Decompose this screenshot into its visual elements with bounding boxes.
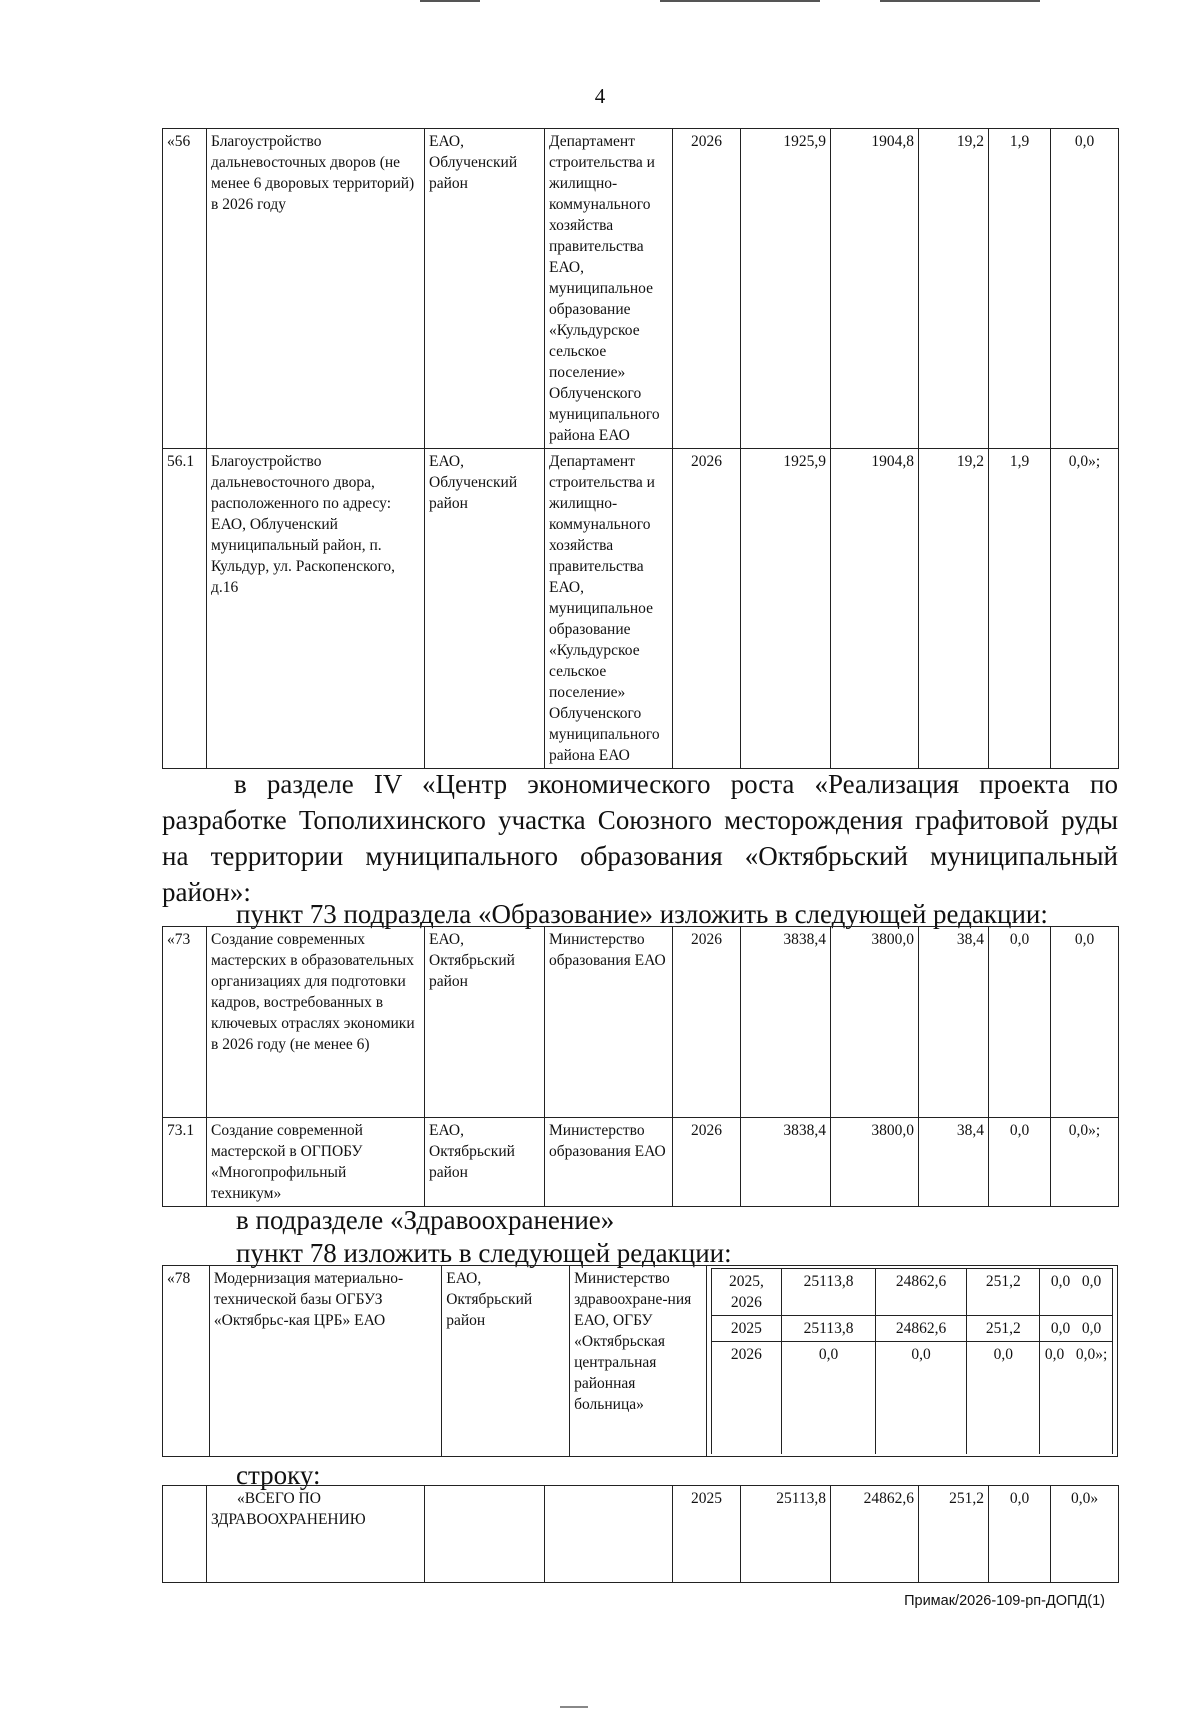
- scan-edge-mark: [560, 1706, 588, 1708]
- amount-4: 0,0»;: [1051, 449, 1119, 769]
- location: ЕАО, Октябрьский район: [442, 1266, 570, 1457]
- executor: Министерство образования ЕАО: [545, 1118, 673, 1207]
- amount-2: 19,2: [919, 129, 989, 449]
- amount-1: 3800,0: [831, 927, 919, 1118]
- row-number: 56.1: [163, 449, 207, 769]
- amount-2: 251,2: [967, 1269, 1040, 1316]
- total-amount: 25113,8: [782, 1316, 876, 1342]
- amount-2: 251,2: [919, 1486, 989, 1583]
- instruction-health-subsection: в подразделе «Здравоохранение»: [236, 1205, 615, 1235]
- measure-name: «ВСЕГО ПО ЗДРАВООХРАНЕНИЮ: [207, 1486, 425, 1583]
- year: 2026: [673, 1118, 741, 1207]
- amount-3: 0,0: [1050, 1320, 1071, 1337]
- scan-edge-mark: [420, 0, 480, 2]
- amount-1: 24862,6: [831, 1486, 919, 1583]
- executor: Министерство образования ЕАО: [545, 927, 673, 1118]
- year: 2025: [673, 1486, 741, 1583]
- table-row: [163, 927, 1119, 1118]
- measure-name: Создание современной мастерской в ОГПОБУ «Многопрофильный техникум»: [207, 1118, 425, 1207]
- row-number: [163, 1486, 207, 1583]
- amount-4: 0,0: [1081, 1320, 1102, 1337]
- executor: Департамент строительства и жилищно-коммунального хозяйства правительства ЕАО, муниципальное образование «Кульдурское сельское поселение» Облученского муниципального района ЕАО: [545, 129, 673, 449]
- total-amount: 0,0: [782, 1342, 876, 1454]
- measure-name: Благоустройство дальневосточного двора, расположенного по адресу: ЕАО, Облученский муниципальный район, п. Кульдур, ул. Раскопенского, д.16: [207, 449, 425, 769]
- scan-edge-mark: [880, 0, 1040, 2]
- scan-edge-mark: [660, 0, 820, 2]
- page-number: 4: [594, 84, 606, 108]
- amount-3: 0,0: [1044, 1346, 1065, 1363]
- year: 2026: [673, 129, 741, 449]
- table-row: [711, 1316, 1112, 1342]
- year: 2026: [711, 1342, 782, 1454]
- location: ЕАО, Октябрьский район: [425, 1118, 545, 1207]
- instruction-row: строку:: [236, 1460, 321, 1490]
- amount-3: 1,9: [989, 449, 1051, 769]
- table-row: [163, 129, 1119, 449]
- total-amount: 3838,4: [741, 1118, 831, 1207]
- row-number: 73.1: [163, 1118, 207, 1207]
- amount-4: 0,0»: [1051, 1486, 1119, 1583]
- location: [425, 1486, 545, 1583]
- table-item-78: [162, 1265, 1118, 1457]
- amount-2: 0,0: [967, 1342, 1040, 1454]
- amount-1: 24862,6: [875, 1269, 967, 1316]
- amount-3-4: [1040, 1269, 1113, 1316]
- location: ЕАО, Октябрьский район: [425, 927, 545, 1118]
- amount-1: 24862,6: [875, 1316, 967, 1342]
- amount-4: 0,0»;: [1075, 1346, 1108, 1363]
- table-total-health: [162, 1485, 1119, 1583]
- table-row: [163, 1266, 1118, 1457]
- executor: Департамент строительства и жилищно-коммунального хозяйства правительства ЕАО, муниципальное образование «Кульдурское сельское поселение» Облученского муниципального района ЕАО: [545, 449, 673, 769]
- location: ЕАО, Облученский район: [425, 129, 545, 449]
- amount-3-4: [1040, 1342, 1113, 1454]
- amount-4: 0,0: [1051, 129, 1119, 449]
- table-row: [711, 1342, 1112, 1454]
- funding-subtable-cell: [706, 1266, 1117, 1457]
- executor: Министерство здравоохране-ния ЕАО, ОГБУ «Октябрьская центральная районная больница»: [570, 1266, 706, 1457]
- location: ЕАО, Облученский район: [425, 449, 545, 769]
- table-row: [163, 1118, 1119, 1207]
- amount-4: 0,0: [1081, 1273, 1102, 1290]
- amount-1: 0,0: [875, 1342, 967, 1454]
- measure-name: Благоустройство дальневосточных дворов (не менее 6 дворовых территорий) в 2026 году: [207, 129, 425, 449]
- measure-name: Модернизация материально-технической базы ОГБУЗ «Октябрьс-кая ЦРБ» ЕАО: [209, 1266, 441, 1457]
- amount-2: 38,4: [919, 1118, 989, 1207]
- amount-3: 0,0: [989, 927, 1051, 1118]
- table-item-73: [162, 926, 1119, 1207]
- amount-3: 0,0: [1050, 1273, 1071, 1290]
- table-row: [163, 1486, 1119, 1583]
- year: 2025: [711, 1316, 782, 1342]
- amount-3-4: [1040, 1316, 1113, 1342]
- table-item-56: [162, 128, 1119, 769]
- amount-4: 0,0: [1051, 927, 1119, 1118]
- amount-3: 1,9: [989, 129, 1051, 449]
- year: 2025, 2026: [711, 1269, 782, 1316]
- instruction-item-73: пункт 73 подраздела «Образование» изложить в следующей редакции:: [236, 899, 1048, 929]
- total-amount: 1925,9: [741, 449, 831, 769]
- amount-2: 19,2: [919, 449, 989, 769]
- row-number: «73: [163, 927, 207, 1118]
- amount-4: 0,0»;: [1051, 1118, 1119, 1207]
- total-amount: 25113,8: [741, 1486, 831, 1583]
- table-row: [711, 1269, 1112, 1316]
- row-number: «56: [163, 129, 207, 449]
- table-row: [163, 449, 1119, 769]
- total-amount: 1925,9: [741, 129, 831, 449]
- amount-3: 0,0: [989, 1118, 1051, 1207]
- total-amount: 25113,8: [782, 1269, 876, 1316]
- amount-2: 38,4: [919, 927, 989, 1118]
- amount-3: 0,0: [989, 1486, 1051, 1583]
- amount-1: 1904,8: [831, 129, 919, 449]
- measure-name: Создание современных мастерских в образовательных организациях для подготовки кадров, востребованных в ключевых отраслях экономики в 2026 году (не менее 6): [207, 927, 425, 1118]
- amount-1: 1904,8: [831, 449, 919, 769]
- paragraph-section-iv: в разделе IV «Центр экономического роста «Реализация проекта по разработке Тополихинского участка Союзного месторождения графитовой руды на территории муниципального образования «Октябрьский муниципальный район»:: [162, 769, 1118, 907]
- funding-subtable: [711, 1268, 1113, 1454]
- document-code: Примак/2026-109-рп-ДОПД(1): [904, 1593, 1105, 1609]
- amount-1: 3800,0: [831, 1118, 919, 1207]
- year: 2026: [673, 449, 741, 769]
- executor: [545, 1486, 673, 1583]
- year: 2026: [673, 927, 741, 1118]
- total-amount: 3838,4: [741, 927, 831, 1118]
- amount-2: 251,2: [967, 1316, 1040, 1342]
- row-number: «78: [163, 1266, 210, 1457]
- instruction-item-78: пункт 78 изложить в следующей редакции:: [236, 1238, 732, 1268]
